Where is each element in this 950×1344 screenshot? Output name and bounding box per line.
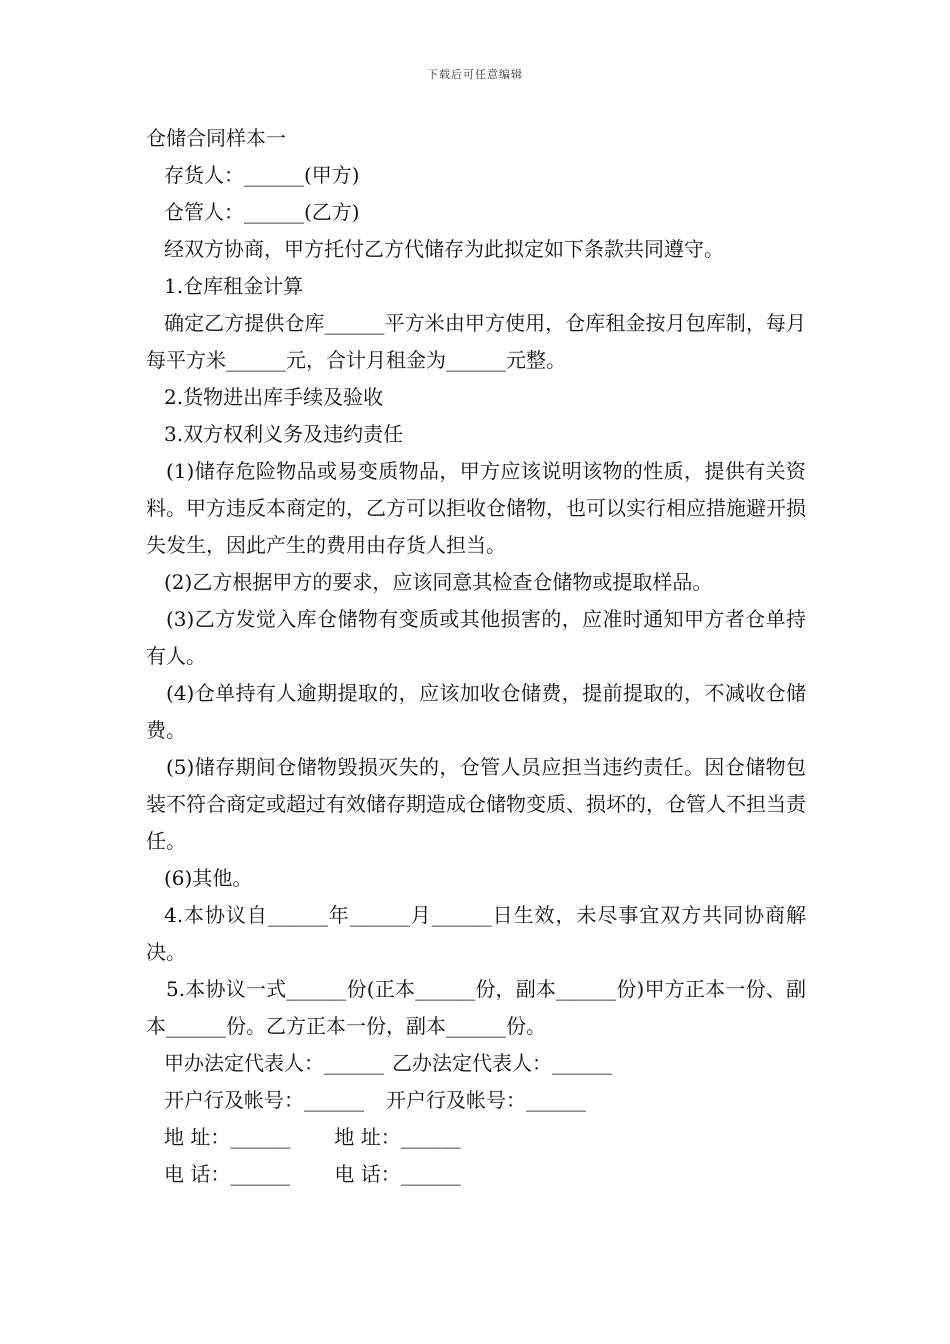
section-3-item-1: (1)储存危险物品或易变质物品，甲方应该说明该物的性质，提供有关资料。甲方违反本商定的，乙方可以拒收仓储物，也可以实行相应措施避开损失发生，因此产生的费用由存货人担当。 bbox=[146, 459, 806, 557]
custodian-line: 仓管人：______(乙方) bbox=[164, 200, 360, 224]
signature-bank-row bbox=[146, 1082, 806, 1119]
header-note: 下载后可任意编辑 bbox=[427, 68, 523, 81]
section-4-text: 4.本协议自______年______月______日生效，未尽事宜双方共同协商解决。 bbox=[146, 903, 806, 964]
address-b-field: 地 址：______ bbox=[334, 1125, 461, 1149]
section-1-text: 确定乙方提供仓库______平方米由甲方使用，仓库租金按月包库制，每月每平方米______元，合计月租金为______元整。 bbox=[146, 311, 806, 372]
bank-b-field: 开户行及帐号：______ bbox=[386, 1088, 586, 1112]
section-2-heading: 2.货物进出库手续及验收 bbox=[164, 385, 384, 409]
phone-b-field: 电 话：______ bbox=[334, 1162, 461, 1186]
document-title: 仓储合同样本一 bbox=[146, 126, 286, 150]
signature-address-row bbox=[146, 1119, 806, 1156]
rep-b-field: 乙办法定代表人：______ bbox=[392, 1051, 612, 1075]
section-3-item-5: (5)储存期间仓储物毁损灭失的，仓管人员应担当违约责任。因仓储物包装不符合商定或超过有效储存期造成仓储物变质、损坏的，仓管人不担当责任。 bbox=[146, 755, 806, 853]
signature-phone-row bbox=[146, 1156, 806, 1193]
signature-rep-row bbox=[146, 1045, 806, 1082]
rep-a-field: 甲办法定代表人：______ bbox=[164, 1051, 384, 1075]
section-3-item-2: (2)乙方根据甲方的要求，应该同意其检查仓储物或提取样品。 bbox=[164, 570, 713, 594]
section-3-heading: 3.双方权利义务及违约责任 bbox=[164, 422, 404, 446]
address-a-field: 地 址：______ bbox=[164, 1125, 291, 1149]
section-5-text: 5.本协议一式______份(正本______份，副本______份)甲方正本一份、副本______份。乙方正本一份，副本______份。 bbox=[146, 977, 806, 1038]
section-3-item-3: (3)乙方发觉入库仓储物有变质或其他损害的，应准时通知甲方者仓单持有人。 bbox=[146, 607, 806, 668]
section-1-heading: 1.仓库租金计算 bbox=[164, 274, 304, 298]
contract-body bbox=[146, 120, 806, 1193]
section-3-item-6: (6)其他。 bbox=[164, 866, 253, 890]
intro-paragraph: 经双方协商，甲方托付乙方代储存为此拟定如下条款共同遵守。 bbox=[164, 237, 724, 261]
phone-a-field: 电 话：______ bbox=[164, 1162, 291, 1186]
depositor-line: 存货人：______(甲方) bbox=[164, 163, 360, 187]
bank-a-field: 开户行及帐号：______ bbox=[164, 1088, 364, 1112]
section-3-item-4: (4)仓单持有人逾期提取的，应该加收仓储费，提前提取的，不减收仓储费。 bbox=[146, 681, 806, 742]
